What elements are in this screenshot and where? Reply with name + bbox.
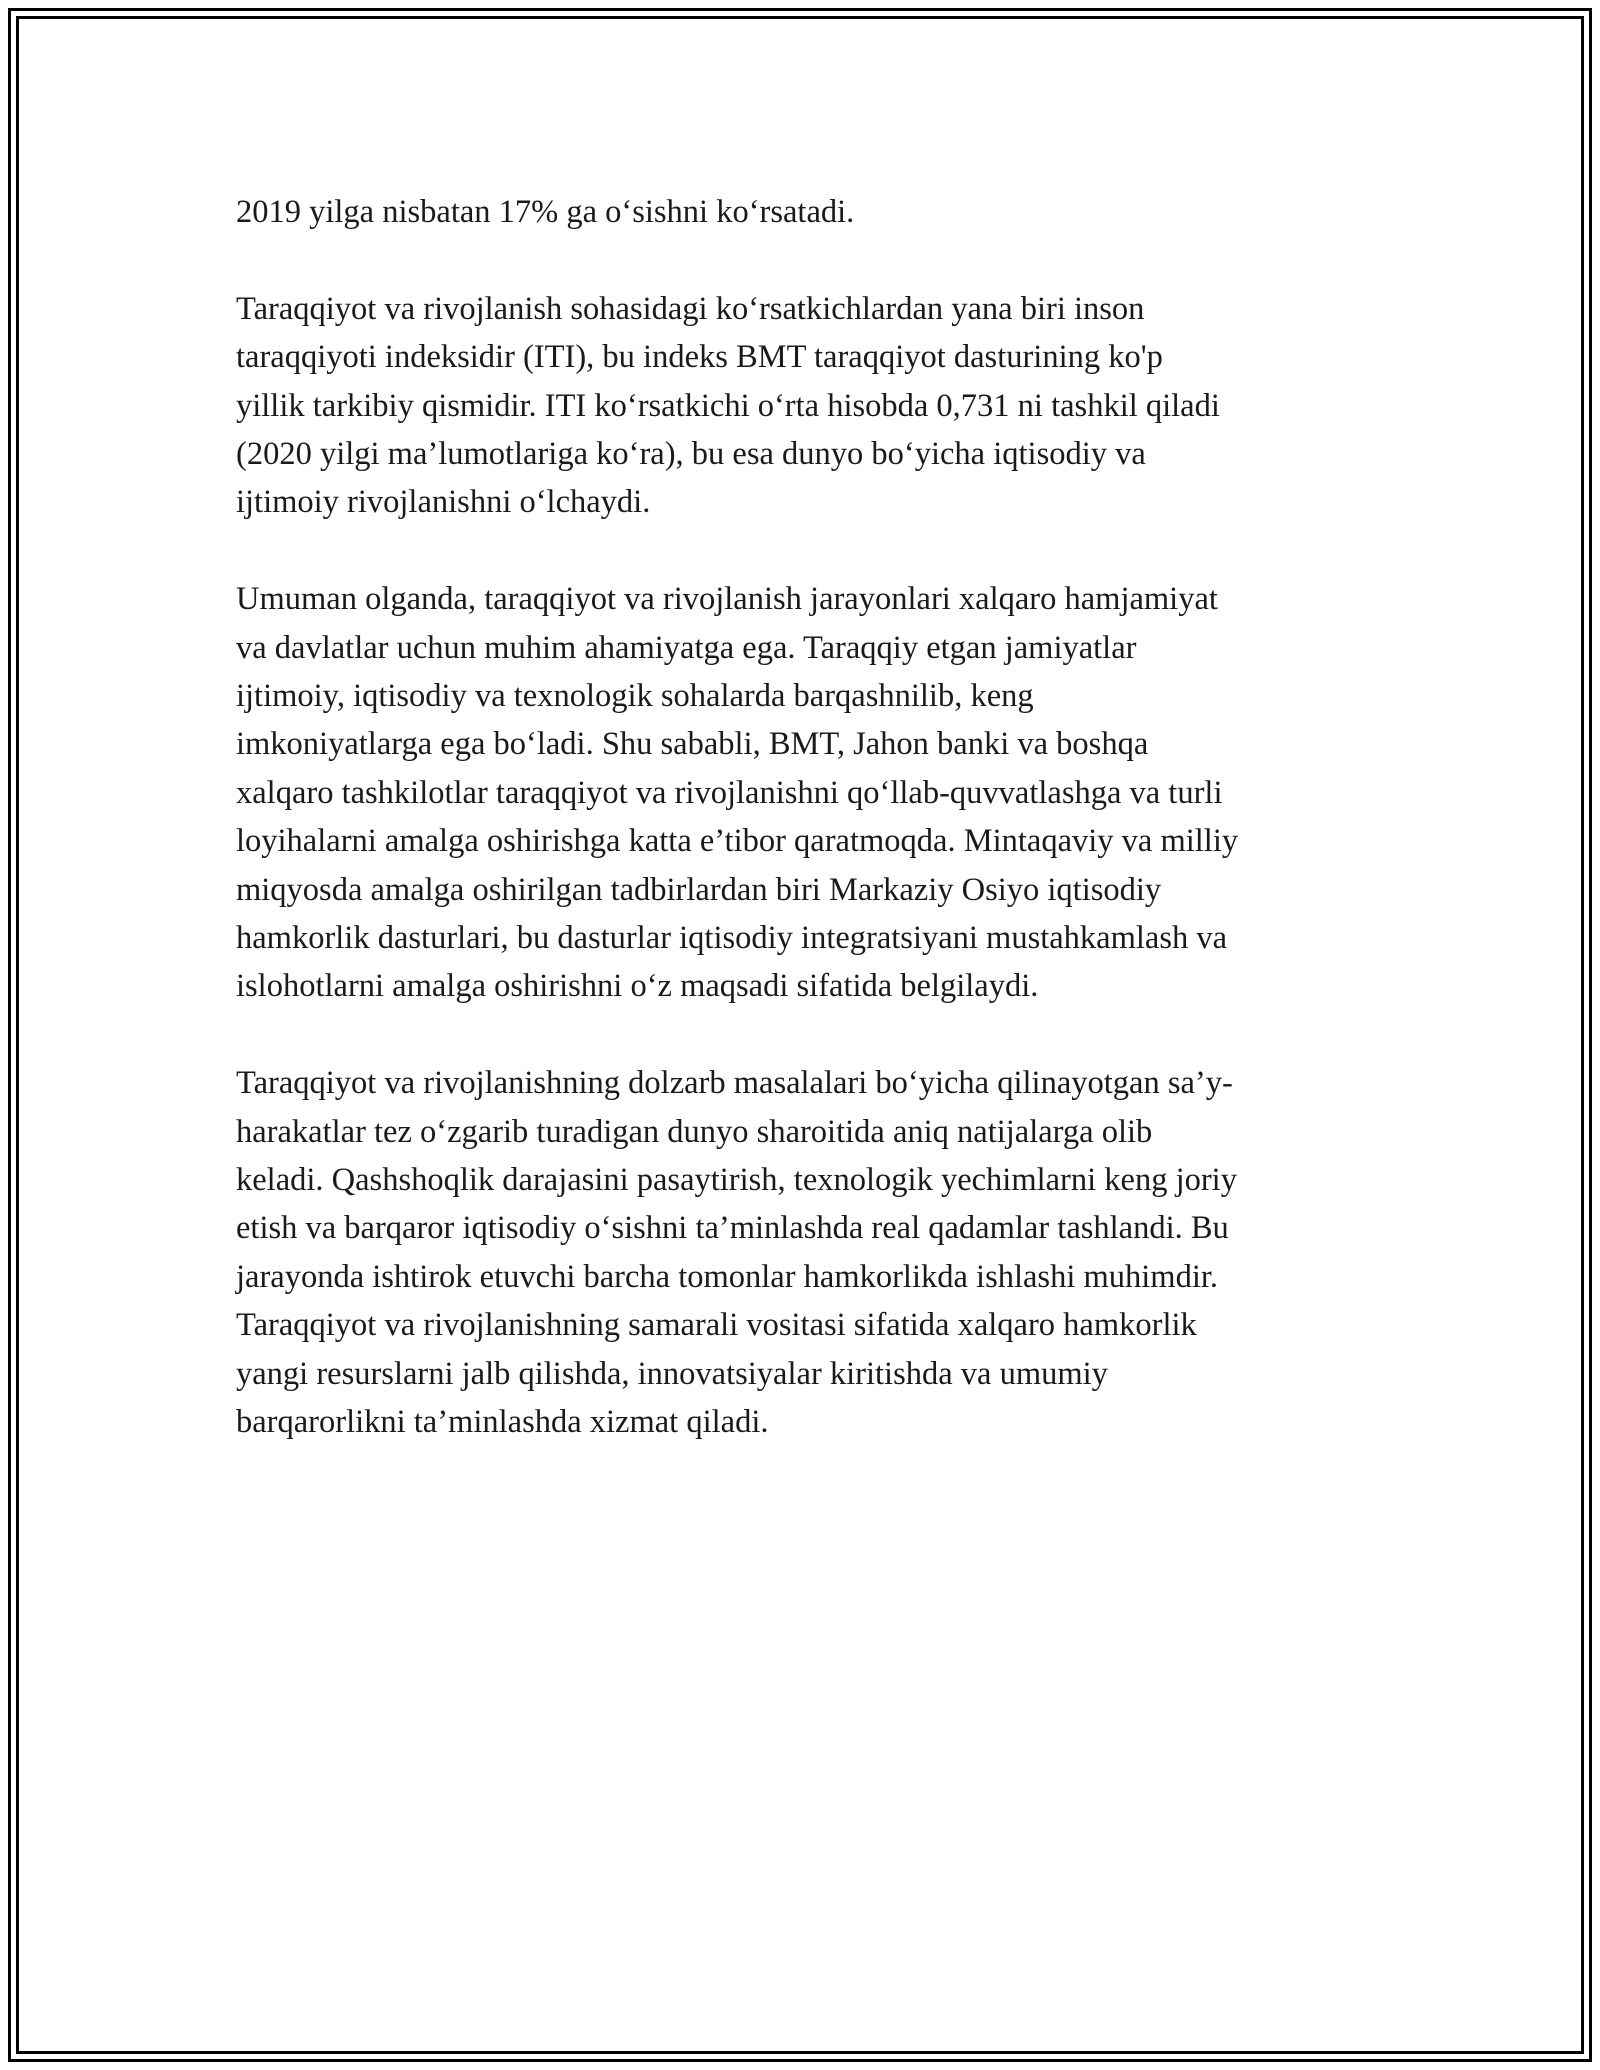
text-line: hamkorlik dasturlari, bu dasturlar iqtisodiy integratsiyani mustahkamlash va: [236, 920, 1228, 957]
text-line: ijtimoiy rivojlanishni o‘lchaydi.: [236, 484, 651, 521]
text-line: harakatlar tez o‘zgarib turadigan dunyo sharoitida aniq natijalarga olib: [236, 1113, 1153, 1150]
text-line: xalqaro tashkilotlar taraqqiyot va rivojlanishni qo‘llab-quvvatlashga va turli: [236, 774, 1223, 811]
text-line: Taraqqiyot va rivojlanishning samarali vositasi sifatida xalqaro hamkorlik: [236, 1307, 1197, 1344]
text-line: keladi. Qashshoqlik darajasini pasaytirish, texnologik yechimlarni keng joriy: [236, 1162, 1237, 1199]
text-line: yangi resurslarni jalb qilishda, innovatsiyalar kiritishda va umumiy: [236, 1355, 1108, 1392]
text-line: va davlatlar uchun muhim ahamiyatga ega. Taraqqiy etgan jamiyatlar: [236, 629, 1137, 666]
text-line: loyihalarni amalga oshirishga katta e’tibor qaratmoqda. Mintaqaviy va milliy: [236, 823, 1239, 860]
text-line: Taraqqiyot va rivojlanishning dolzarb masalalari bo‘yicha qilinayotgan sa’y-: [236, 1065, 1233, 1102]
text-line: barqarorlikni ta’minlashda xizmat qiladi.: [236, 1404, 769, 1441]
text-line: (2020 yilgi ma’lumotlariga ko‘ra), bu esa dunyo bo‘yicha iqtisodiy va: [236, 436, 1146, 473]
document-body: [236, 188, 1366, 1495]
paragraph-3: [236, 575, 1366, 1011]
text-line: islohotlarni amalga oshirishni o‘z maqsadi sifatida belgilaydi.: [236, 968, 1039, 1005]
text-line: Taraqqiyot va rivojlanish sohasidagi ko‘rsatkichlardan yana biri inson: [236, 290, 1145, 327]
paragraph-2: [236, 285, 1366, 527]
text-line: jarayonda ishtirok etuvchi barcha tomonlar hamkorlikda ishlashi muhimdir.: [236, 1258, 1218, 1295]
text-line: imkoniyatlarga ega bo‘ladi. Shu sababli, BMT, Jahon banki va boshqa: [236, 726, 1149, 763]
text-line: etish va barqaror iqtisodiy o‘sishni ta’minlashda real qadamlar tashlandi. Bu: [236, 1210, 1229, 1247]
text-line: ijtimoiy, iqtisodiy va texnologik sohalarda barqashnilib, keng: [236, 678, 1034, 715]
text-line: miqyosda amalga oshirilgan tadbirlardan biri Markaziy Osiyo iqtisodiy: [236, 871, 1162, 908]
text-line: yillik tarkibiy qismidir. ITI ko‘rsatkichi o‘rta hisobda 0,731 ni tashkil qiladi: [236, 387, 1220, 424]
paragraph-4: [236, 1059, 1366, 1446]
text-line: Umuman olganda, taraqqiyot va rivojlanish jarayonlari xalqaro hamjamiyat: [236, 581, 1218, 618]
text-line: taraqqiyoti indeksidir (ITI), bu indeks BMT taraqqiyot dasturining ko'p: [236, 339, 1163, 376]
paragraph-1: [236, 188, 1366, 236]
text-line: 2019 yilga nisbatan 17% ga o‘sishni ko‘rsatadi.: [236, 194, 855, 230]
